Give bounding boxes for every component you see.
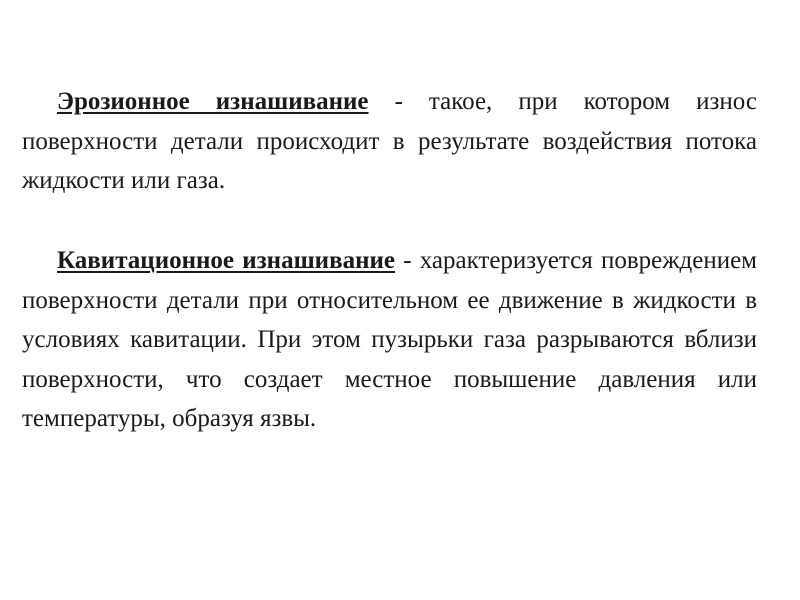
paragraph-cavitation-wear (22, 241, 757, 439)
term-erosion-wear: Эрозионное изнашивание (57, 88, 369, 115)
definition-erosion-wear: - такое, при котором износ поверхности детали происходит в результате воздействия потока жидкости или газа. (22, 88, 757, 194)
term-cavitation-wear: Кавитационное изнашивание (57, 247, 395, 274)
definition-cavitation-wear: - характеризуется повреждением поверхности детали при относительном ее движение в жидкости в условиях кавитации. При этом пузырьки газа разрываются вблизи поверхности, что создает местное повышение давления или температуры, образуя язвы. (22, 247, 757, 432)
paragraph-erosion-wear (22, 82, 757, 201)
